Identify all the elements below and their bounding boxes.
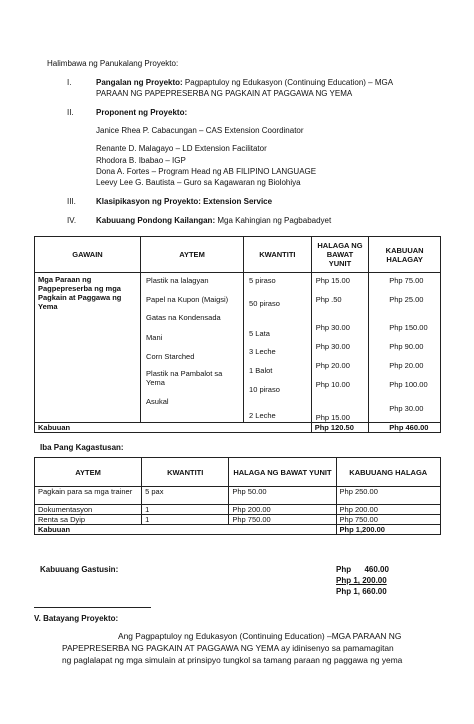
- header-kwantiti: KWANTITI: [244, 237, 312, 273]
- proponent-5: Leevy Lee G. Bautista – Guro sa Kagawaran ng Biolohiya: [96, 178, 301, 187]
- total-expenses-amount-1: Php 460.00: [336, 565, 389, 574]
- aytem-item: Asukal: [146, 397, 169, 406]
- kwantiti-item: 1 Balot: [249, 366, 273, 375]
- proponent-1: Janice Rhea P. Cabacungan – CAS Extension Coordinator: [96, 126, 304, 135]
- aytem-cell: [141, 273, 244, 423]
- row3-aytem: Renta sa Dyip: [35, 515, 142, 525]
- row2-kwantiti: 1: [142, 505, 229, 515]
- kwantiti-item: 10 piraso: [249, 385, 280, 394]
- table2-total: Php 1,200.00: [336, 525, 440, 535]
- project-name-text-2: PARAAN NG PAPEPRESERBA NG PAGKAIN AT PAGGAWA NG YEMA: [96, 89, 353, 98]
- total-expenses-amount-3: Php 1, 660.00: [336, 587, 387, 596]
- kwantiti-item: 50 piraso: [249, 299, 280, 308]
- section-number-2: II.: [67, 108, 74, 117]
- halaga-item: Php 30.00: [315, 342, 350, 351]
- row2-halaga: Php 200.00: [229, 505, 336, 515]
- header-aytem: AYTEM: [141, 237, 244, 273]
- aytem-item: Papel na Kupon (Maigsi): [146, 295, 229, 304]
- halaga-item: Php 20.00: [315, 361, 350, 370]
- intro-heading: Halimbawa ng Panukalang Proyekto:: [47, 59, 179, 68]
- kwantiti-item: 2 Leche: [249, 411, 276, 420]
- total-expenses-label: Kabuuang Gastusin:: [40, 565, 119, 574]
- project-name-line: [96, 78, 393, 87]
- section-5: [34, 614, 118, 623]
- proponent-4: Dona A. Fortes – Program Head ng AB FILIPINO LANGUAGE: [96, 167, 317, 176]
- other-expenses-title: Iba Pang Kagastusan:: [40, 443, 124, 452]
- header2-aytem: AYTEM: [35, 458, 142, 487]
- halaga-cell: [311, 273, 369, 423]
- halaga-item: Php 30.00: [315, 323, 350, 332]
- header-gawain: GAWAIN: [35, 237, 141, 273]
- table2-total-label: Kabuuan: [35, 525, 337, 535]
- kabuuan-item: Php 75.00: [389, 276, 424, 285]
- kabuuan-item: Php 90.00: [389, 342, 424, 351]
- budget-line: [96, 216, 331, 225]
- basis-line-2: PAPEPRESERBA NG PAGKAIN AT PAGGAWA NG YEMA ay idinisenyo sa pamamagitan: [62, 643, 394, 653]
- row2-kabuuan: Php 200.00: [336, 505, 440, 515]
- project-name-text: Pagpaptuloy ng Edukasyon (Continuing Education) – MGA: [184, 78, 394, 87]
- kwantiti-item: 3 Leche: [249, 347, 276, 356]
- kwantiti-item: 5 piraso: [249, 276, 276, 285]
- kabuuan-item: Php 20.00: [389, 361, 424, 370]
- kabuuan-cell: [369, 273, 441, 423]
- row1-kabuuan: Php 250.00: [336, 487, 440, 505]
- row1-aytem: Pagkain para sa mga trainer: [35, 487, 142, 505]
- kabuuan-item: Php 150.00: [389, 323, 428, 332]
- row3-halaga: Php 750.00: [229, 515, 336, 525]
- aytem-item: Plastik na lalagyan: [146, 276, 209, 285]
- kwantiti-item: 5 Lata: [249, 329, 270, 338]
- classification-line: [96, 197, 272, 206]
- aytem-item: Mani: [146, 333, 163, 342]
- header2-kabuuan: KABUUANG HALAGA: [336, 458, 440, 487]
- aytem-item: Gatas na Kondensada: [146, 313, 221, 322]
- proponent-2: Renante D. Malagayo – LD Extension Facilitator: [96, 144, 267, 153]
- proponent-label: Proponent ng Proyekto:: [96, 108, 188, 117]
- total-expenses-amount-2: Php 1, 200.00: [336, 576, 387, 585]
- header-halaga: HALAGA NG BAWAT YUNIT: [311, 237, 369, 273]
- basis-line-3: ng paglalapat ng mga simulain at prinsipyo tungkol sa tamang paraan ng paggawa ng yema: [62, 655, 403, 665]
- section-number-4: IV.: [67, 216, 77, 225]
- halaga-item: Php .50: [315, 295, 342, 304]
- halaga-item: Php 15.00: [315, 276, 350, 285]
- gawain-cell: Mga Paraan ng Pagpepreserba ng mga Pagkain at Paggawa ng Yema: [35, 273, 141, 423]
- aytem-item: Plastik na Pambalot sa Yema: [146, 369, 223, 387]
- budget-text: Mga Kahingian ng Pagbabadyet: [217, 216, 332, 225]
- header-kabuuan: KABUUAN HALAGAY: [369, 237, 441, 273]
- table1-total-sum: Php 460.00: [369, 423, 441, 433]
- table1-total-unit: Php 120.50: [311, 423, 369, 433]
- kabuuan-item: Php 100.00: [389, 380, 428, 389]
- aytem-item: Corn Starched: [146, 352, 195, 361]
- divider-line: [34, 607, 151, 608]
- budget-table: [34, 236, 441, 433]
- halaga-item: Php 10.00: [315, 380, 350, 389]
- other-expenses-table: [34, 457, 441, 535]
- project-name-label: Pangalan ng Proyekto:: [96, 78, 183, 87]
- row2-aytem: Dokumentasyon: [35, 505, 142, 515]
- classification-label: Klasipikasyon ng Proyekto:: [96, 197, 201, 206]
- kwantiti-cell: [244, 273, 312, 423]
- row3-kwantiti: 1: [142, 515, 229, 525]
- row1-halaga: Php 50.00: [229, 487, 336, 505]
- halaga-item: Php 15.00: [315, 413, 350, 422]
- kabuuan-item: Php 30.00: [389, 404, 424, 413]
- table1-total-label: Kabuuan: [35, 423, 312, 433]
- proponent-3: Rhodora B. Ibabao – IGP: [96, 156, 186, 165]
- basis-line-1: Ang Pagpaptuloy ng Edukasyon (Continuing Education) –MGA PARAAN NG: [118, 631, 402, 641]
- budget-label: Kabuuang Pondong Kailangan:: [96, 216, 216, 225]
- header2-kwantiti: KWANTITI: [142, 458, 229, 487]
- classification-text: Extension Service: [203, 197, 273, 206]
- basis-label: Batayang Proyekto:: [43, 614, 119, 623]
- kabuuan-item: Php 25.00: [389, 295, 424, 304]
- section-number-1: I.: [67, 78, 72, 87]
- section-number-3: III.: [67, 197, 76, 206]
- section-number-5: V.: [34, 614, 41, 623]
- row3-kabuuan: Php 750.00: [336, 515, 440, 525]
- header2-halaga: HALAGA NG BAWAT YUNIT: [229, 458, 336, 487]
- row1-kwantiti: 5 pax: [142, 487, 229, 505]
